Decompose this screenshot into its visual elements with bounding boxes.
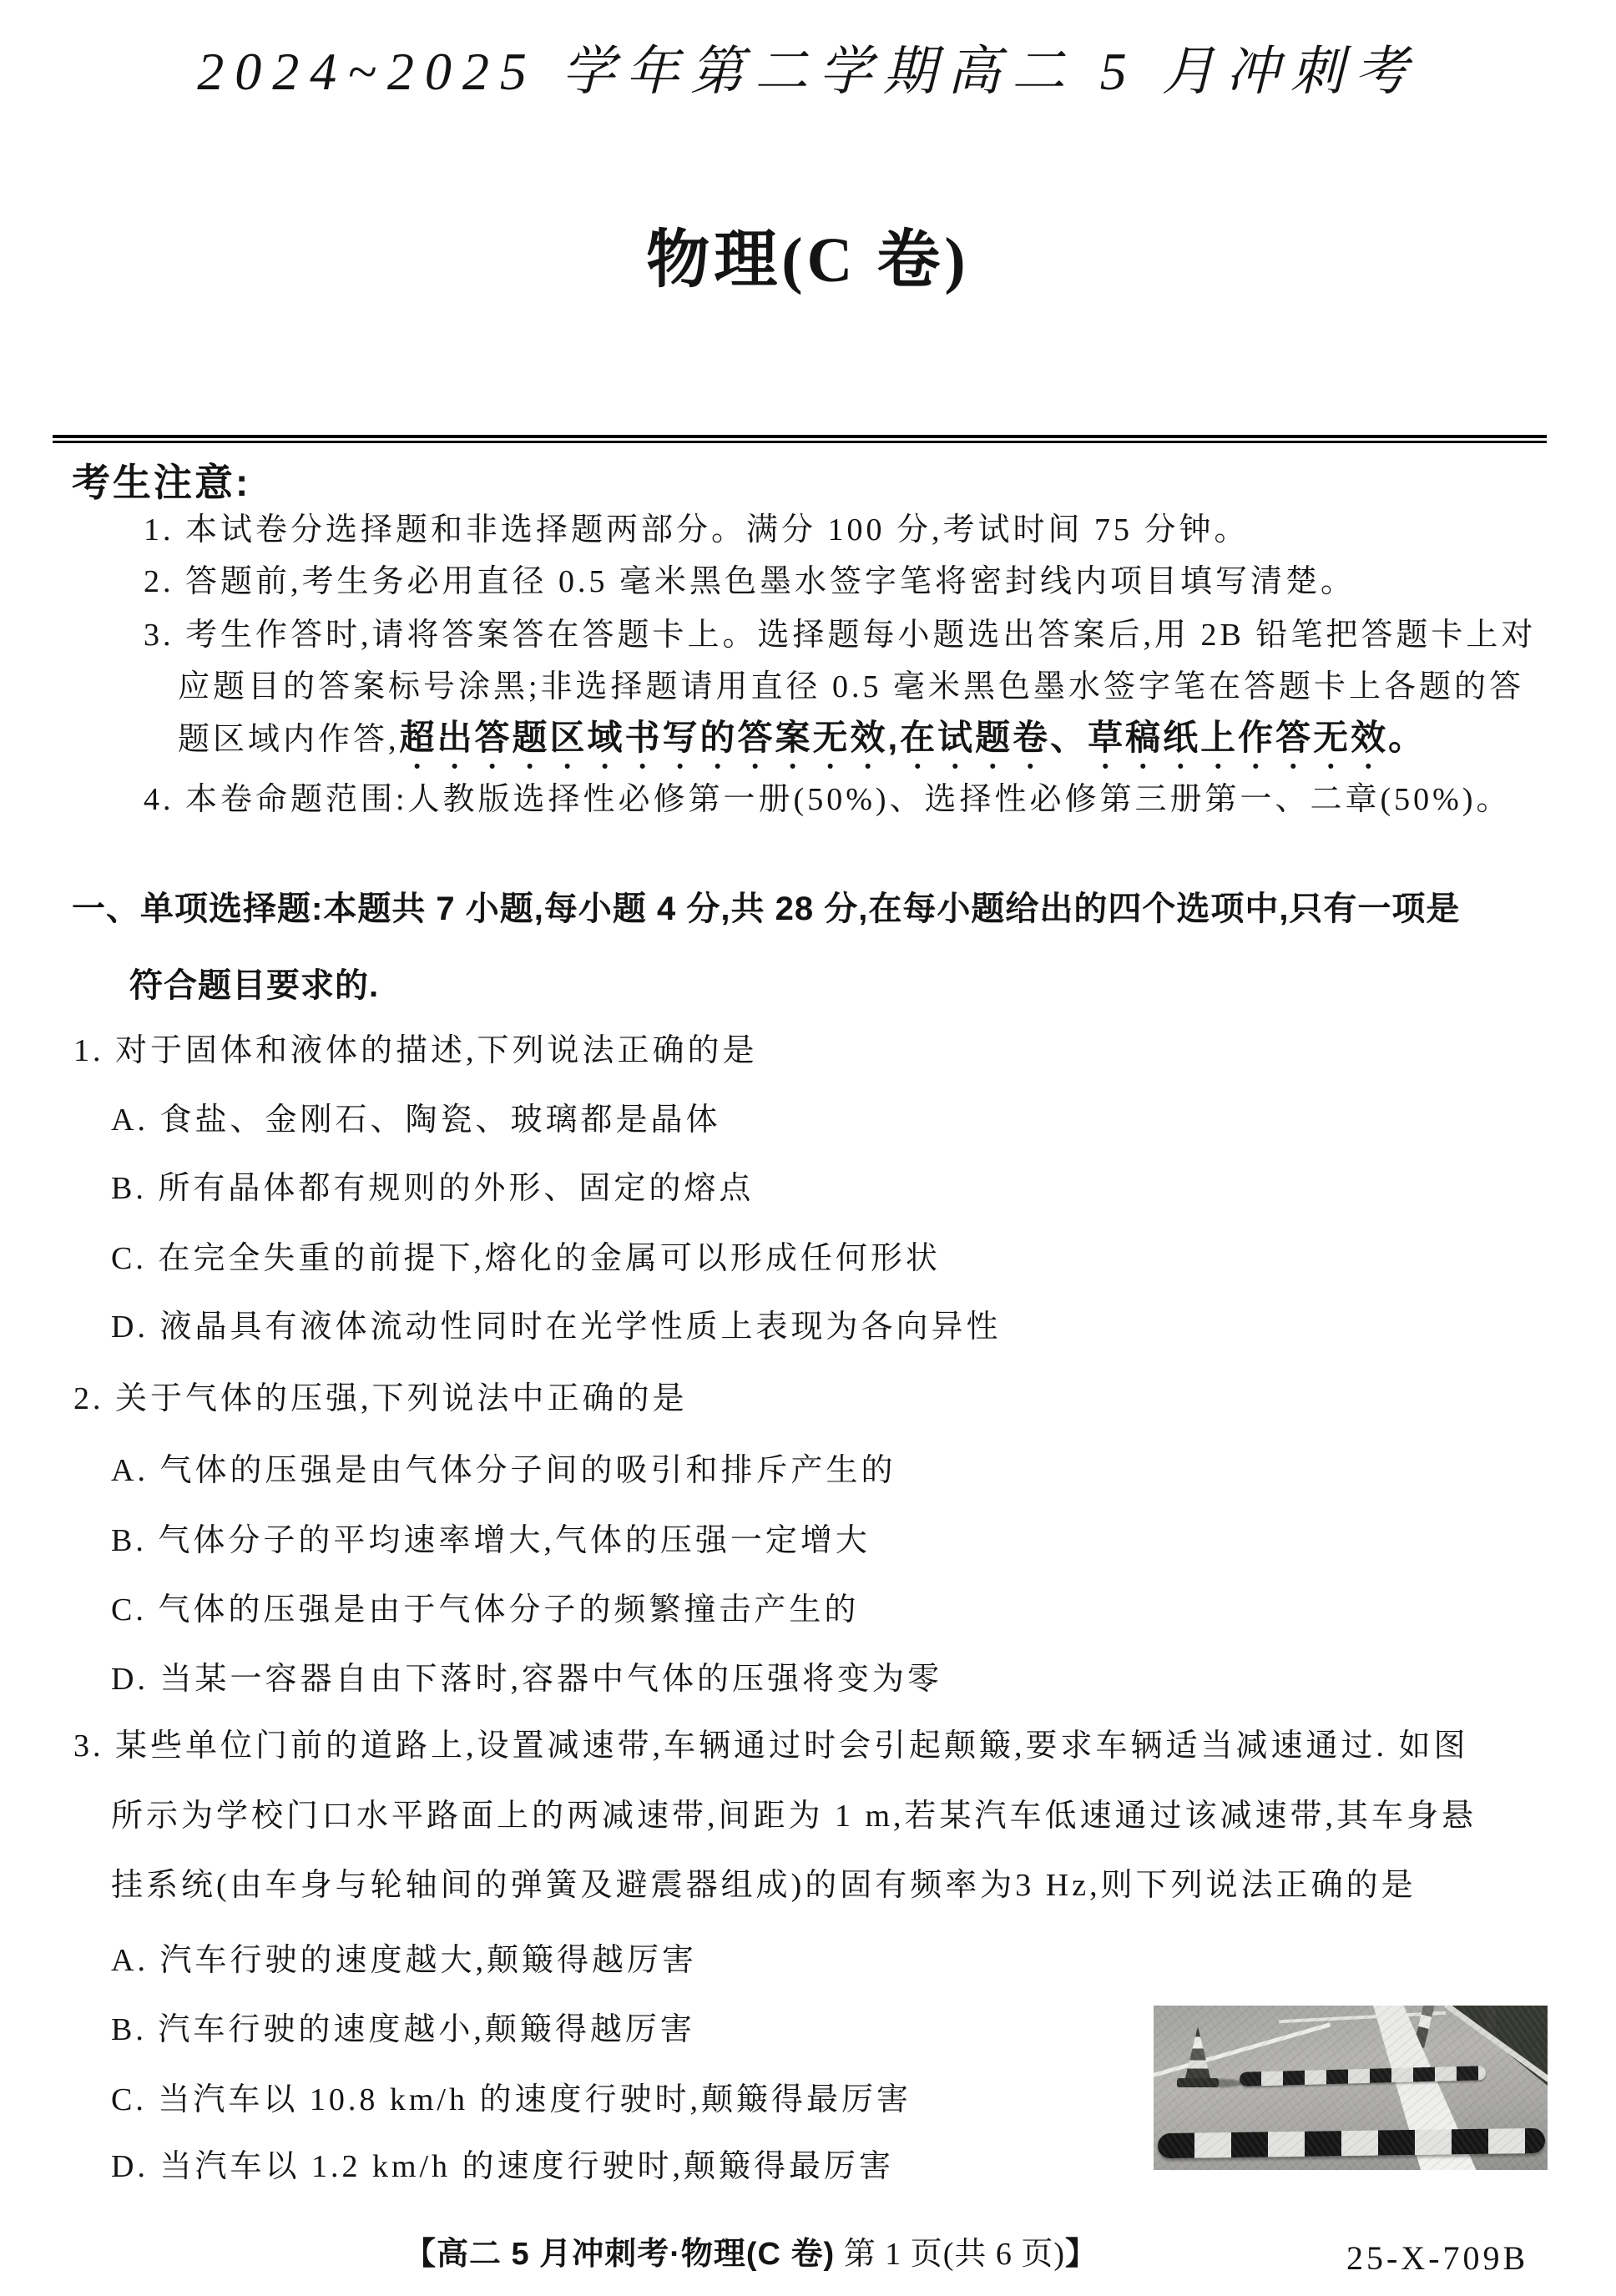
notice-item-2: 2. 答题前,考生务必用直径 0.5 毫米黑色墨水签字笔将密封线内项目填写清楚。 — [144, 564, 1356, 599]
header-divider — [53, 435, 1547, 443]
traffic-cone — [1177, 2026, 1219, 2089]
page-subtitle: 物理(C 卷) — [646, 225, 970, 295]
roadside-curb — [1444, 2006, 1548, 2088]
question-3-option-b: B. 汽车行驶的速度越小,颠簸得越厉害 — [111, 2012, 695, 2047]
road-edge-line — [1154, 2022, 1331, 2079]
question-2-option-c: C. 气体的压强是由于气体分子的频繁撞击产生的 — [111, 1592, 860, 1627]
question-3-figure-speed-bump-photo — [1154, 2006, 1548, 2170]
question-2-option-a: A. 气体的压强是由气体分子间的吸引和排斥产生的 — [111, 1453, 896, 1488]
notice-item-4: 4. 本卷命题范围:人教版选择性必修第一册(50%)、选择性必修第三册第一、二章(50%)。 — [144, 782, 1512, 817]
notice-item-3-line-2: 应题目的答案标号涂黑;非选择题请用直径 0.5 毫米黑色墨水签字笔在答题卡上各题的答 — [178, 669, 1525, 704]
notice-invalid-answer-warning: 超出答题区域书写的答案无效,在试题卷、草稿纸上作答无效。 — [399, 718, 1427, 757]
question-1-option-c: C. 在完全失重的前提下,熔化的金属可以形成任何形状 — [111, 1241, 941, 1276]
roadside-vegetation — [1439, 2006, 1548, 2086]
roadside-pole — [1486, 2006, 1496, 2031]
notice-item-3-line-3-regular: 题区域内作答, — [178, 722, 400, 757]
road-edge-line — [1279, 2011, 1446, 2023]
question-1-option-b: B. 所有晶体都有规则的外形、固定的熔点 — [111, 1171, 755, 1206]
cone-shadow — [1204, 2079, 1242, 2087]
notice-item-3-line-1: 3. 考生作答时,请将答案答在答题卡上。选择题每小题选出答案后,用 2B 铅笔把答题卡上对 — [144, 618, 1537, 653]
question-3-stem-line-1: 3. 某些单位门前的道路上,设置减速带,车辆通过时会引起颠簸,要求车辆适当减速通过. 如图 — [73, 1728, 1469, 1764]
footer-paper-name: 【高二 5 月冲刺考·物理(C 卷) — [404, 2237, 836, 2272]
question-2-option-d: D. 当某一容器自由下落时,容器中气体的压强将变为零 — [111, 1662, 942, 1697]
roadside-pole — [1413, 2006, 1435, 2048]
footer-page-number: 第 1 页(共 6 页) — [835, 2237, 1066, 2272]
traffic-cone-body — [1178, 2026, 1218, 2079]
question-1-stem: 1. 对于固体和液体的描述,下列说法正确的是 — [73, 1033, 758, 1068]
notice-item-3-line-3 — [178, 716, 1426, 776]
section-one-heading-line-1: 一、单项选择题:本题共 7 小题,每小题 4 分,共 28 分,在每小题给出的四个选项中,只有一项是 — [72, 891, 1461, 927]
question-3-option-a: A. 汽车行驶的速度越大,颠簸得越厉害 — [111, 1943, 697, 1978]
question-1-option-d: D. 液晶具有液体流动性同时在光学性质上表现为各向异性 — [111, 1309, 1002, 1345]
question-2-option-b: B. 气体分子的平均速率增大,气体的压强一定增大 — [111, 1523, 871, 1558]
traffic-cone-base — [1177, 2078, 1219, 2087]
question-3-option-c: C. 当汽车以 10.8 km/h 的速度行驶时,颠簸得最厉害 — [111, 2082, 912, 2117]
page-footer — [404, 2235, 1098, 2275]
question-1-option-a: A. 食盐、金刚石、陶瓷、玻璃都是晶体 — [111, 1103, 721, 1138]
speed-bump-far — [1240, 2066, 1486, 2087]
speed-bump-near — [1158, 2128, 1545, 2158]
question-3-stem-line-3: 挂系统(由车身与轮轴间的弹簧及避震器组成)的固有频率为3 Hz,则下列说法正确的是 — [111, 1868, 1417, 1903]
section-one-heading-line-2: 符合题目要求的. — [129, 967, 380, 1004]
question-3-option-d: D. 当汽车以 1.2 km/h 的速度行驶时,颠簸得最厉害 — [111, 2149, 895, 2184]
notice-item-1: 1. 本试卷分选择题和非选择题两部分。满分 100 分,考试时间 75 分钟。 — [144, 512, 1250, 548]
notice-heading: 考生注意: — [72, 461, 251, 504]
page-title: 2024~2025 学年第二学期高二 5 月冲刺考 — [197, 42, 1419, 101]
footer-closing-bracket: 】 — [1065, 2237, 1098, 2272]
question-2-stem: 2. 关于气体的压强,下列说法中正确的是 — [73, 1381, 688, 1416]
question-3-stem-line-2: 所示为学校门口水平路面上的两减速带,间距为 1 m,若某汽车低速通过该减速带,其车身悬 — [111, 1799, 1477, 1834]
footer-paper-code: 25-X-709B — [1346, 2239, 1529, 2277]
road-marking-line — [1362, 2006, 1487, 2170]
